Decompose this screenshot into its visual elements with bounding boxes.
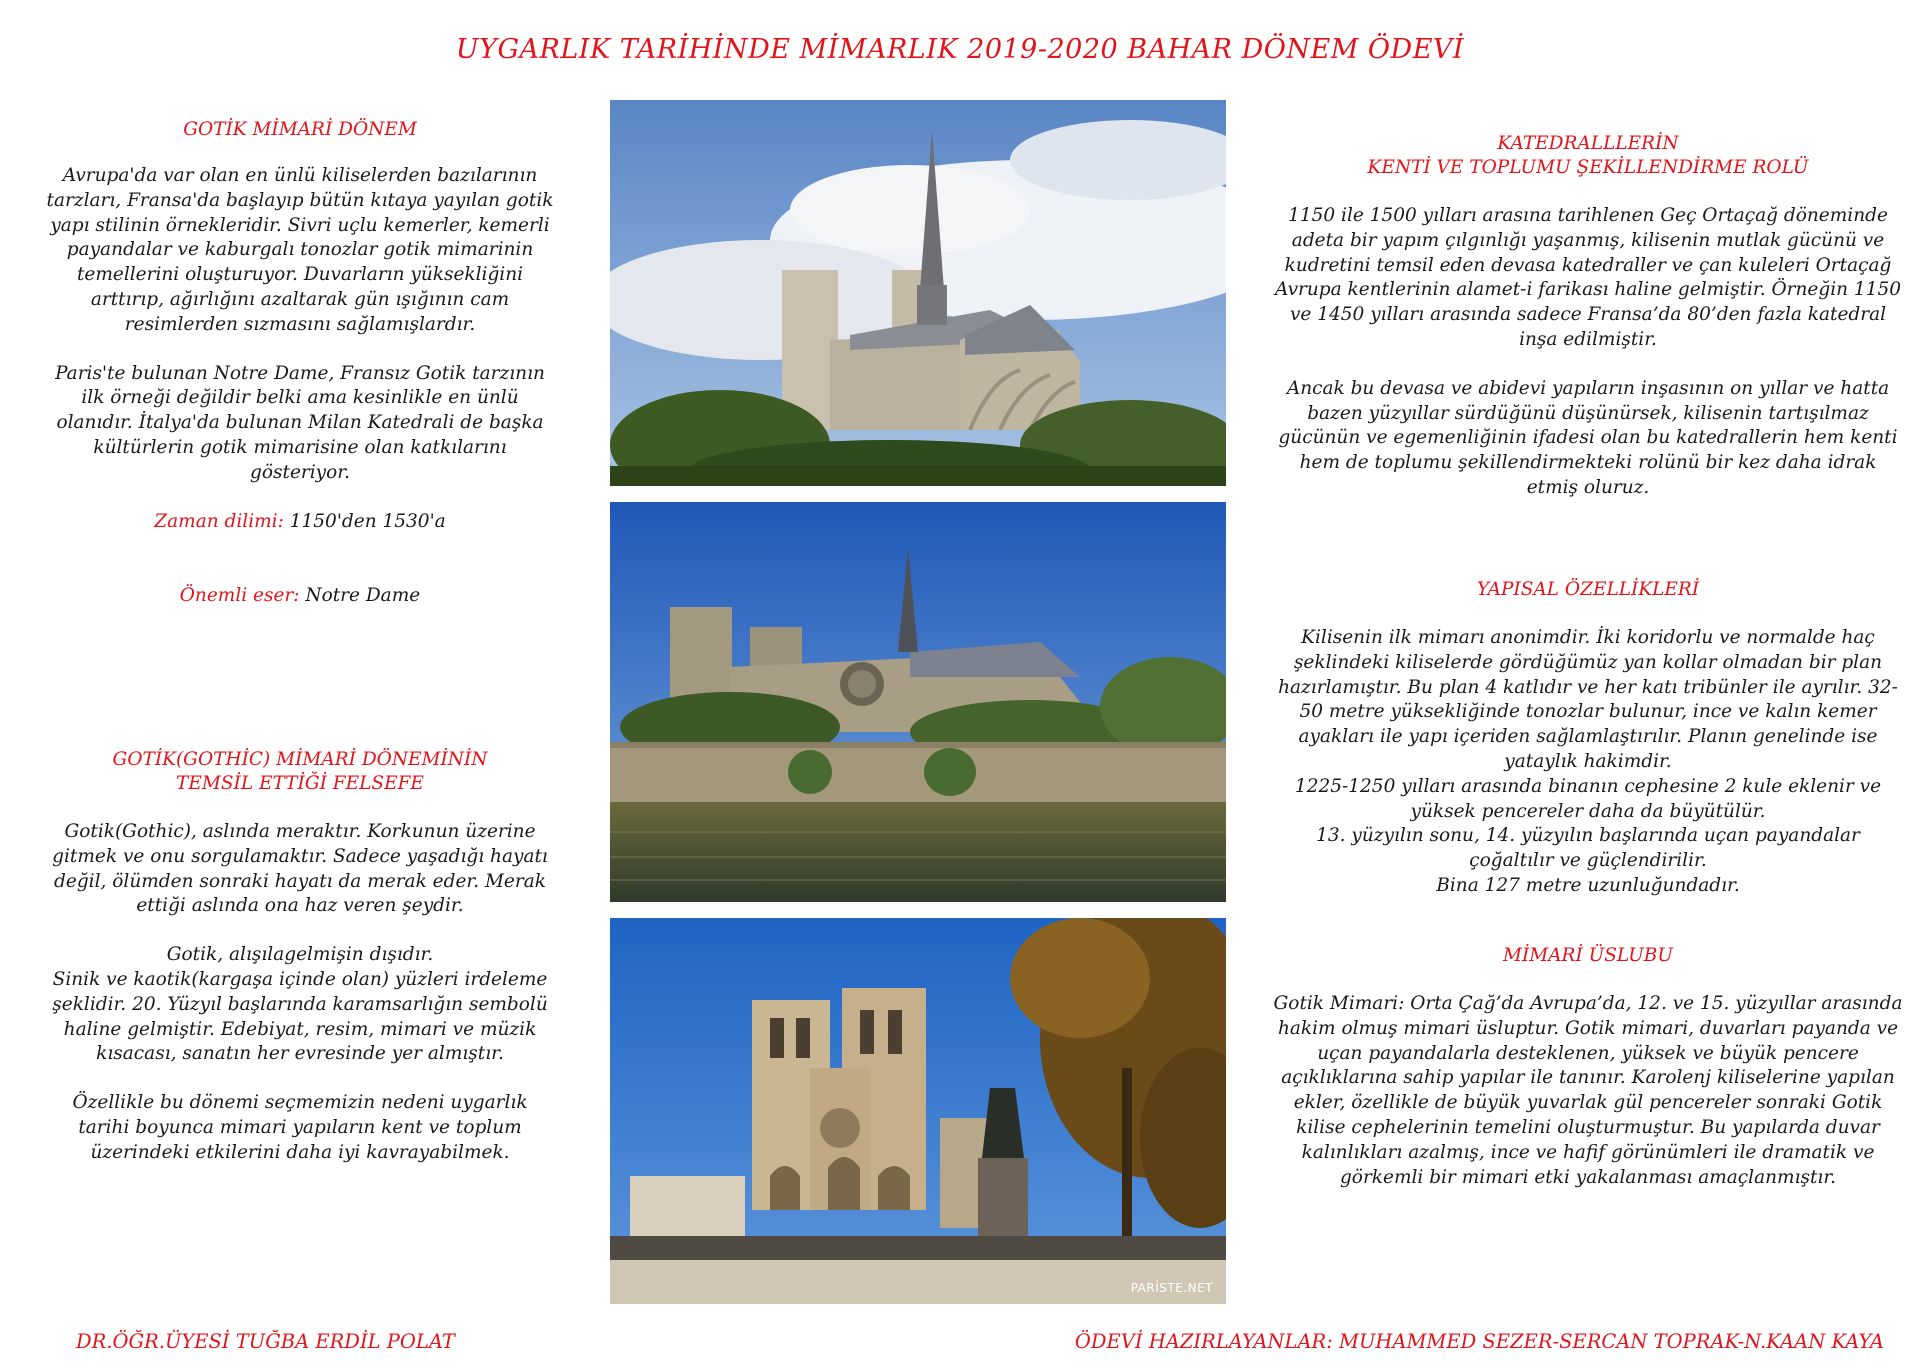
left-column-philosophy (44, 748, 556, 1166)
right-column-role (1272, 132, 1904, 501)
photo-credit: PARİSTE.NET (1130, 1281, 1213, 1295)
time-period-value: 1150'den 1530'a (289, 510, 446, 532)
structure-paragraph-1: Kilisenin ilk mimarı anonimdir. İki koridorlu ve normalde haç şeklindeki kiliselerde gördüğümüz yan kollar olmadan bir plan hazırlamıştır. Bu plan 4 katlıdır ve her katı tribünler ile ayrılır. 32-50 metre yüksekliğinde tonozlar bulunur, ince ve kalın kemer ayakları ile yapı içeriden sağlamlaştırılır. Planın genelinde ise yataylık hakimdir. (1278, 627, 1898, 772)
right-column-structure (1272, 578, 1904, 899)
style-paragraph: Gotik Mimari: Orta Çağ’da Avrupa’da, 12. ve 15. yüzyıllar arasında hakim olmuş mimari üsluptur. Gotik mimari, duvarları payanda ve uçan payandalarla desteklenen, yüksek ve büyük pencere açıklıklarına sahip yapılar ile tanınır. Karolenj kiliselerine yapılan ekler, özellikle de büyük yuvarlak gül pencereler sonraki Gotik kilise cephelerinin temelini oluşturmuştur. Bu yapılarda duvar kalınlıkları azalmış, ince ve hafif görünümleri ile dramatik ve görkemli bir mimari etki yakalanması amaçlanmıştır. (1273, 993, 1903, 1188)
notre-dame-paragraph: Paris'te bulunan Notre Dame, Fransız Gotik tarzının ilk örneği değildir belki ama kesinlikle en ünlü olanıdır. İtalya'da bulunan Milan Katedrali de başka kültürlerin gotik mimarisine olan katkılarını gösteriyor. (55, 362, 545, 483)
important-work-line (44, 584, 556, 609)
structure-paragraph-3: 13. yüzyılın sonu, 14. yüzyılın başlarında uçan payandalar çoğaltılır ve güçlendirilir. (1316, 825, 1860, 872)
left-column-intro (44, 118, 556, 609)
role-paragraph-2: Ancak bu devasa ve abidevi yapıların inşasının on yıllar ve hatta bazen yüzyıllar sürdüğünü düşünürsek, kilisenin tartışılmaz gücünün ve egemenliğinin ifadesi olan bu katedrallerin hem kenti hem de toplumu şekillendirmekteki rolünü bir kez daha idrak etmiş oluruz. (1278, 377, 1898, 498)
philosophy-paragraph-2: Sinik ve kaotik(kargaşa içinde olan) yüzleri irdeleme şeklidir. 20. Yüzyıl başlarında karamsarlığın sembolü haline gelmiştir. Edebiyat, resim, mimari ve müzik kısacası, sanatın her evresinde yer almıştır. (52, 968, 548, 1065)
important-work-label: Önemli eser: (179, 585, 300, 607)
heading-role-line1: KATEDRALLLERİN (1497, 133, 1679, 154)
photo-notre-dame-seine (610, 502, 1226, 902)
right-column-style (1272, 944, 1904, 1190)
photo-notre-dame-rear (610, 100, 1226, 486)
philosophy-paragraph-1: Gotik(Gothic), aslında meraktır. Korkunun üzerine gitmek ve onu sorgulamaktır. Sadece yaşadığı hayatı değil, ölümden sonraki hayatı da merak eder. Merak ettiği aslında ona haz veren şeydir. (52, 821, 548, 917)
philosophy-paragraph-3: Özellikle bu dönemi seçmemizin nedeni uygarlık tarihi boyunca mimari yapıların kent ve toplum üzerindeki etkilerini daha iyi kavrayabilmek. (72, 1092, 528, 1163)
structure-paragraph-4: Bina 127 metre uzunluğundadır. (1436, 874, 1740, 896)
heading-philosophy-line1: GOTİK(GOTHİC) MİMARİ DÖNEMİNİN (112, 749, 488, 770)
role-paragraph-1: 1150 ile 1500 yılları arasına tarihlenen Geç Ortaçağ döneminde adeta bir yapım çılgınlığı yaşanmış, kilisenin mutlak gücünü ve kudretini temsil eden devasa katedraller ve çan kuleleri Ortaçağ Avrupa kentlerinin alamet-i farikası haline gelmiştir. Örneğin 1150 ve 1450 yılları arasında sadece Fransa’da 80’den fazla katedral inşa edilmiştir. (1274, 205, 1902, 350)
philosophy-paragraph-2-line1: Gotik, alışılagelmişin dışıdır. (166, 944, 434, 966)
important-work-value: Notre Dame (305, 585, 421, 607)
heading-style: MİMARİ ÜSLUBU (1503, 945, 1673, 966)
structure-paragraph-2: 1225-1250 yılları arasında binanın cephesine 2 kule eklenir ve yüksek pencereler daha da büyütülür. (1294, 775, 1882, 822)
heading-structure: YAPISAL ÖZELLİKLERİ (1476, 579, 1700, 600)
heading-philosophy-line2: TEMSİL ETTİĞİ FELSEFE (176, 773, 424, 794)
heading-role-line2: KENTİ VE TOPLUMU ŞEKİLLENDİRME ROLÜ (1367, 157, 1809, 178)
footer-authors: ÖDEVİ HAZIRLAYANLAR: MUHAMMED SEZER-SERCAN TOPRAK-N.KAAN KAYA (1074, 1330, 1884, 1353)
time-period-label: Zaman dilimi: (154, 510, 284, 532)
gothic-intro-paragraph: Avrupa'da var olan en ünlü kiliselerden bazılarının tarzları, Fransa'da başlayıp bütün kıtaya yayılan gotik yapı stilinin örnekleridir. Sivri uçlu kemerler, kemerli payandalar ve kaburgalı tonozlar gotik mimarinin temellerini oluşturuyor. Duvarların yüksekliğini arttırıp, ağırlığını azaltarak gün ışığının cam resimlerden sızmasını sağlamışlardır. (46, 165, 554, 335)
footer-instructor: DR.ÖĞR.ÜYESİ TUĞBA ERDİL POLAT (76, 1330, 455, 1353)
page-title: UYGARLIK TARİHİNDE MİMARLIK 2019-2020 BAHAR DÖNEM ÖDEVİ (455, 34, 1465, 65)
photo-notre-dame-facade (610, 918, 1226, 1304)
heading-gothic-period: GOTİK MİMARİ DÖNEM (183, 119, 417, 140)
time-period-line (44, 510, 556, 535)
